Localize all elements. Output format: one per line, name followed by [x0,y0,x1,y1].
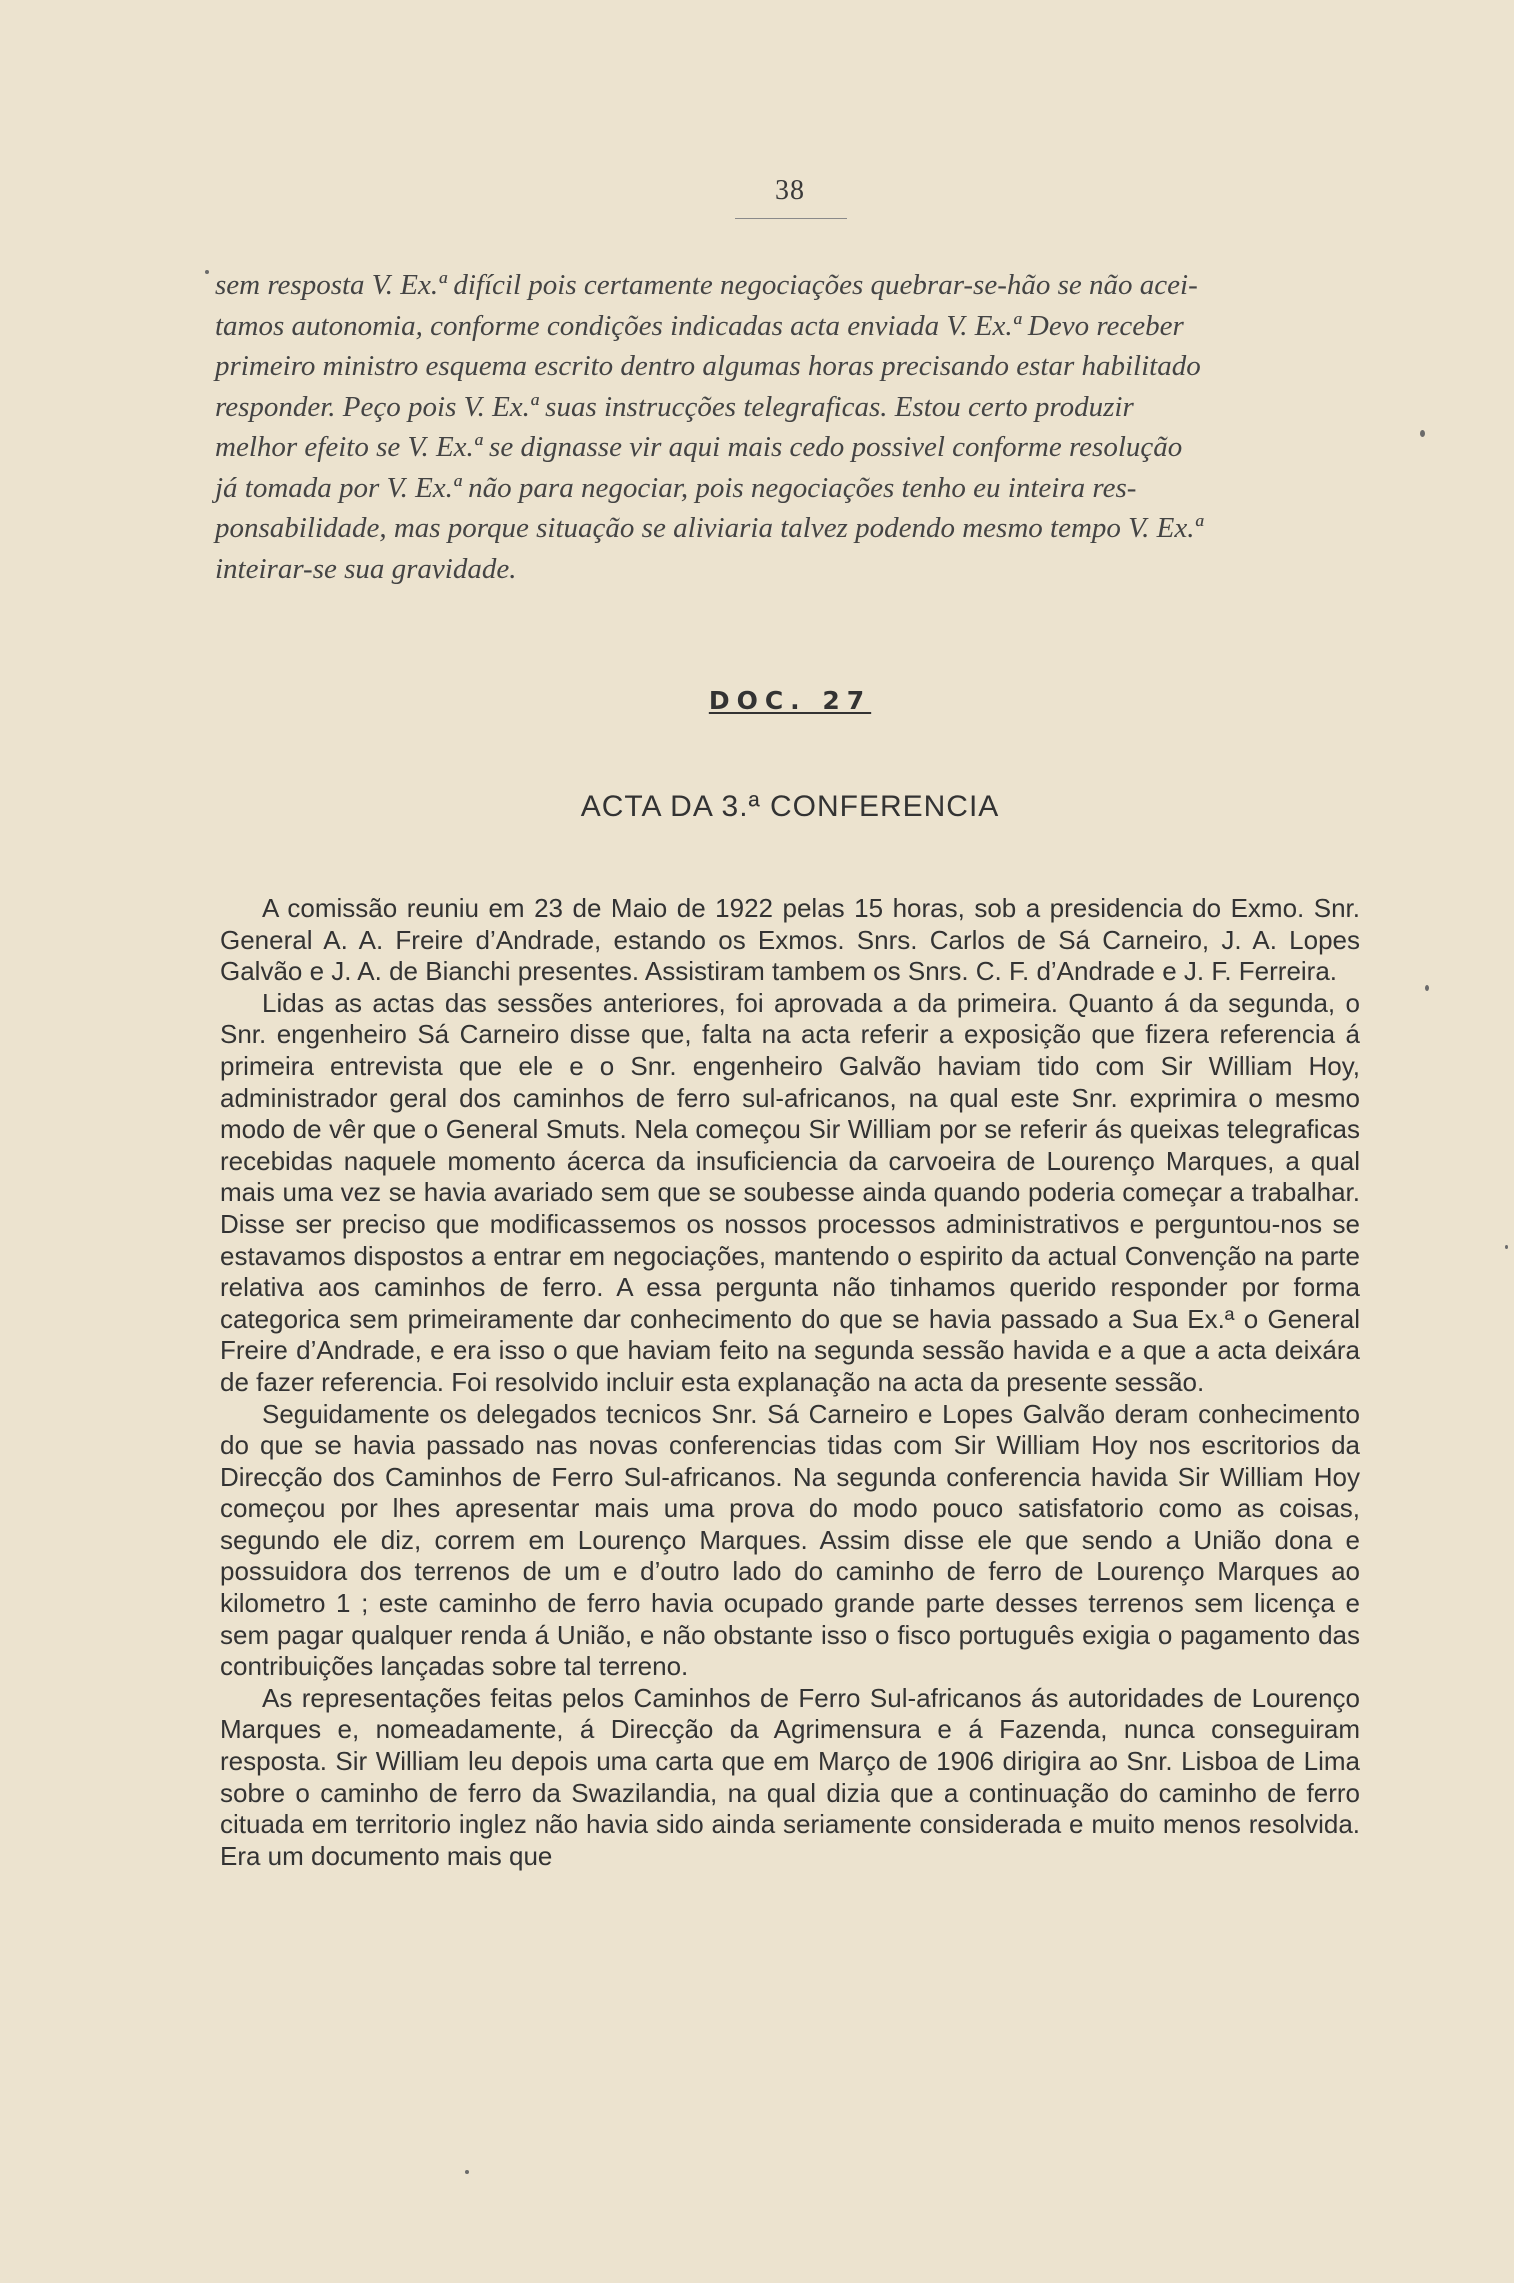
document-title: ACTA DA 3.ª CONFERENCIA [580,790,1000,823]
document-label: DOC. 27 [708,686,872,715]
telegram-line: inteirar-se sua gravidade. [215,552,517,585]
telegram-text [215,265,1360,589]
minutes-paragraph: As representações feitas pelos Caminhos de Ferro Sul-africanos ás autoridades de Lourenço Marques e, nomeadamente, á Direcção da Agrimensura e á Fazenda, nunca conseguiram resposta. Sir William leu depois uma carta que em Março de 1906 dirigira ao Snr. Lisboa de Lima sobre o caminho de ferro da Swazilandia, na qual dizia que a continuação do caminho de ferro cituada em territorio inglez não havia sido ainda seriamente considerada e muito menos resolvida. Era um documento mais que [220,1682,1360,1871]
telegram-line: já tomada por V. Ex.ª não para negociar, pois negociações tenho eu inteira res- [215,471,1137,504]
minutes-paragraph: Lidas as actas das sessões anteriores, foi aprovada a da primeira. Quanto á da segunda, o Snr. engenheiro Sá Carneiro disse que, falta na acta referir a exposição que fizera referencia á primeira entrevista que ele e o Snr. engenheiro Galvão haviam tido com Sir William Hoy, administrador geral dos caminhos de ferro sul-africanos, na qual este Snr. exprimira o mesmo modo de vêr que o General Smuts. Nela começou Sir William por se referir ás queixas telegraficas recebidas naquele momento ácerca da insuficiencia da carvoeira de Lourenço Marques, a qual mais uma vez se havia avariado sem que se soubesse ainda quando poderia começar a trabalhar. Disse ser preciso que modificassemos os nossos processos administrativos e perguntou-nos se estavamos dispostos a entrar em negociações, mantendo o espirito da actual Convenção na parte relativa aos caminhos de ferro. A essa pergunta não tinhamos querido responder por forma categorica sem primeiramente dar conhecimento do que se havia passado a Sua Ex.ª o General Freire d’Andrade, e era isso o que haviam feito na segunda sessão havida e a que a acta deixára de fazer referencia. Foi resolvido incluir esta explanação na acta da presente sessão. [220,987,1360,1397]
minutes-paragraph: A comissão reuniu em 23 de Maio de 1922 pelas 15 horas, sob a presidencia do Exmo. Snr. General A. A. Freire d’Andrade, estando os Exmos. Snrs. Carlos de Sá Carneiro, J. A. Lopes Galvão e J. A. de Bianchi presentes. Assistiram tambem os Snrs. C. F. d’Andrade e J. F. Ferreira. [220,893,1360,987]
paper-speck [1505,1245,1508,1249]
page-number-rule [735,218,847,219]
minutes-paragraph: Seguidamente os delegados tecnicos Snr. Sá Carneiro e Lopes Galvão deram conhecimento do que se havia passado nas novas conferencias tidas com Sir William Hoy nos escritorios da Direcção dos Caminhos de Ferro Sul-africanos. Na segunda conferencia havida Sir William Hoy começou por lhes apresentar mais uma prova do modo pouco satisfatorio como as coisas, segundo ele diz, correm em Lourenço Marques. Assim disse ele que sendo a União dona e possuidora dos terrenos de um e d’outro lado do caminho de ferro de Lourenço Marques ao kilometro 1 ; este caminho de ferro havia ocupado grande parte desses terrenos sem licença e sem pagar qualquer renda á União, e não obstante isso o fisco português exigia o pagamento das contribuições lançadas sobre tal terreno. [220,1398,1360,1682]
telegram-line: responder. Peço pois V. Ex.ª suas instrucções telegraficas. Estou certo produzir [215,390,1134,423]
paper-speck [465,2170,469,2174]
telegram-line: ponsabilidade, mas porque situação se aliviaria talvez podendo mesmo tempo V. Ex.ª [215,512,1203,544]
telegram-line: primeiro ministro esquema escrito dentro algumas horas precisando estar habilitado [215,350,1201,382]
paper-speck [1420,430,1425,437]
page-number: 38 [775,175,805,206]
telegram-line: tamos autonomia, conforme condições indicadas acta enviada V. Ex.ª Devo receber [215,309,1184,342]
paper-speck [1425,985,1429,991]
telegram-line: sem resposta V. Ex.ª difícil pois certamente negociações quebrar-se-hão se não acei- [215,269,1198,301]
telegram-line: melhor efeito se V. Ex.ª se dignasse vir aqui mais cedo possivel conforme resolução [215,431,1183,463]
paper-speck [205,270,209,274]
minutes-body [220,893,1360,1872]
